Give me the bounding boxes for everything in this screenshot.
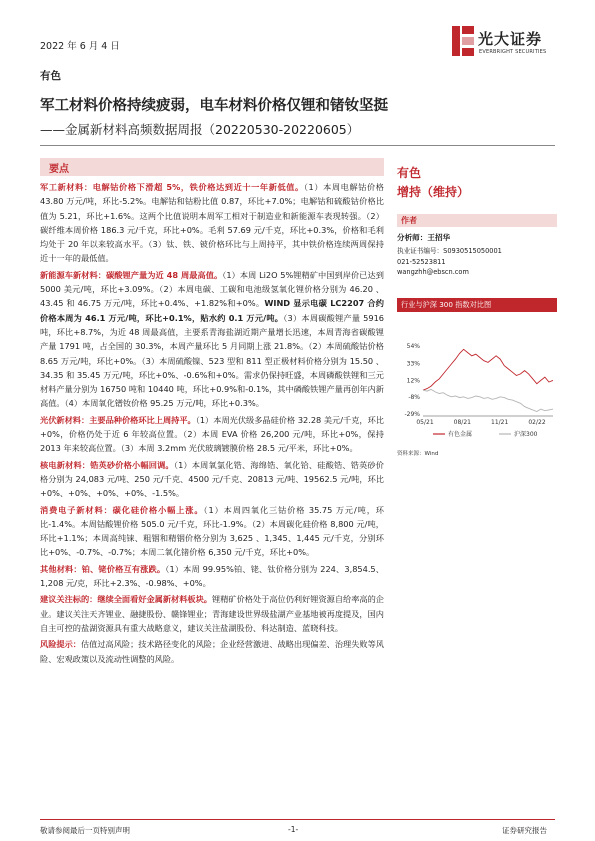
paragraph-text: （1）本周电解钴价格 43.80 万元/吨，环比-5.2%。电解钴和钴粉比值 0.87，环比+7.0%；电解钴和硫酸钴价格比值为 5.21，环比+1.6%。这两个比值说明本周军工相对于制造业和新能源车表现转强。（2）碳纤维本周价格 186.3 元/千克，环比+0%。毛利 57.69 元/千克，环比+0.3%，价格和毛利均处于 20 年以来较高水平。（3）钛、铁、铍价格环比与上周持平，其中铁价格连续两周保持近十一年的最低值。 — [40, 182, 384, 264]
paragraph-text: （1）本周四氧化三钴价格 35.75 万元/吨，环比-1.4%。本周钴酸锂价格 505.0 元/千克，环比-1.9%。（2）本周碳化硅价格 8,800 元/吨，环比+1.1%；本周高纯铼、粗铟和精铟价格分别为 3,625 、1,345、1,445 元/千克，分别环比+0%、-0.7%、-0.7%；本周二氧化锗价格 6,350 元/千克，环比+0%。 — [40, 504, 384, 558]
paragraph-text: （1）本周 Li2O 5%锂精矿中国到岸价已达到 5000 美元/吨，环比+3.09%。（2）本周电碳、工碳和电池级氢氧化锂价格分别为 46.20 、43.45 和 46.75 万元/吨，环比+0.4%、+1.82%和+0%。 — [40, 269, 384, 309]
company-logo — [452, 24, 562, 64]
paragraph-text: 估值过高风险；技术路径变化的风险；企业经营激进、战略出现偏差、治理失败等风险、宏观政策以及流动性调整的风险。 — [40, 639, 384, 664]
footer-divider — [40, 819, 555, 820]
x-tick-label: 11/21 — [491, 419, 509, 426]
report-title: 军工材料价格持续疲弱，电车材料价格仅锂和锗钕坚挺 — [40, 98, 388, 114]
summary-paragraph — [40, 637, 384, 666]
header-divider — [40, 145, 555, 146]
chart-source: 资料来源：Wind — [397, 451, 439, 457]
summary-paragraph — [40, 562, 384, 591]
industry-label: 有色 — [40, 70, 61, 82]
x-tick-label: 02/22 — [528, 419, 546, 426]
paragraph-text: （1）本周氧氯化锆、海绵锆、氧化铪、硅酸锆、锆英砂价格分别为 24,083 元/吨、250 元/千克、4500 元/千克、20813 元/吨、19562.5 元/吨，环比+0%、+0%、+0%、+0%、-1.5%。 — [40, 459, 384, 499]
series-line-0 — [423, 349, 553, 390]
paragraph-lead: 新能源车新材料：碳酸锂产量为近 48 周最高值。 — [40, 269, 223, 280]
summary-paragraph — [40, 592, 384, 635]
paragraph-lead: 建议关注标的：继续全面看好金属新材料板块。 — [40, 594, 212, 605]
paragraph-lead: 光伏新材料：主要品种价格环比上周持平。 — [40, 414, 196, 425]
x-tick-label: 08/21 — [453, 419, 471, 426]
logo-en-text: EVERBRIGHT SECURITIES — [479, 49, 547, 55]
paragraph-text: （1）本周 99.95%铂、铑、钛价格分别为 224、3,854.5、1,208 元/克，环比+2.3%、-0.98%、+0%。 — [40, 563, 384, 589]
paragraph-lead: 消费电子新材料：碳化硅价格小幅上涨。 — [40, 504, 204, 515]
y-tick-label: -8% — [408, 393, 420, 401]
x-tick-label: 05/21 — [416, 419, 434, 426]
paragraph-text: （1）本周光伏级多晶硅价格 32.28 美元/千克，环比+0%，价格仍处于近 6 年较高位置。（2）本周 EVA 价格 26,200 元/吨，环比+0%，保持 2013 年来较高位置。（3）本周 3.2mm 光伏玻璃镀膜价格 28.5 元/平米，环比+0%。 — [40, 414, 384, 454]
paragraph-lead: 其他材料：铂、铑价格互有涨跌。 — [40, 563, 166, 574]
analyst-email[interactable]: wangzhh@ebscn.com — [397, 268, 469, 276]
analyst-info — [397, 246, 502, 278]
summary-paragraph — [40, 180, 384, 266]
summary-paragraph — [40, 458, 384, 501]
author-heading: 作者 — [401, 216, 417, 225]
y-tick-label: 33% — [406, 360, 420, 368]
analyst-license: 执业证书编号：S0930515050001 — [397, 247, 502, 255]
analyst-phone: 021-52523811 — [397, 257, 446, 266]
footer-report-type: 证券研究报告 — [502, 826, 547, 835]
perf-heading: 行业与沪深 300 指数对比图 — [401, 300, 492, 309]
paragraph-lead: 风险提示： — [40, 639, 81, 650]
paragraph-text: 锂精矿价格处于高位仍利好锂资源自给率高的企业。建议关注天齐锂业、融捷股份、赣锋锂业；青海建设世界级盐湖产业基地被再度提及，国内自主可控的盐湖资源具有重大战略意义，建议关注盐湖股份、科达制造、蓝晓科技。 — [40, 594, 384, 633]
everbright-logo-icon — [452, 26, 474, 56]
summary-heading-bar — [40, 158, 384, 176]
summary-paragraph — [40, 268, 384, 411]
paragraph-text: （3）本周碳酸锂产量 5916 吨，环比+8.7%，为近 48 周最高值，主要系青海盐湖近期产量增长迅速，本周青海省碳酸锂产量 1791 吨，占全国的 30.3%，本周产量环比 5 月同期上涨 21.8%。（2）本周硫酸钴价格 8.65 万元/吨，环比+0%。（3）本周硫酸镍、523 型和 811 型正极材料价格分别为 15.50 、34.35 和 35.45 万元/吨，环比+0%、-0.6%和+0%。需求仍保持旺盛，本周磷酸铁锂和三元材料产量分别为 16750 吨和 10440 吨，环比+0.9%和-0.1%，其中磷酸铁锂产量再创年内新高值。（4）本周氧化镨钕价格 95.25 万元/吨，环比+0.3%。 — [40, 312, 384, 409]
y-tick-label: 12% — [406, 377, 420, 385]
legend-label: 沪深300 — [514, 431, 538, 438]
rating-value: 增持（维持） — [397, 185, 470, 199]
rating-industry: 有色 — [397, 166, 422, 180]
paragraph-text: WIND 显示电碳 LC2207 合约价格本周为 46.1 万元/吨，环比+0.1%，贴水约 0.1 万元/吨。 — [40, 298, 384, 323]
report-date: 2022 年 6 月 4 日 — [40, 41, 120, 52]
footer-disclaimer: 敬请参阅最后一页特别声明 — [40, 826, 130, 835]
analyst-name: 分析师：王招华 — [397, 233, 451, 242]
legend-label: 有色金属 — [448, 431, 473, 438]
y-tick-label: -29% — [404, 411, 420, 419]
performance-chart — [397, 330, 557, 448]
summary-heading: 要点 — [49, 164, 69, 175]
summary-paragraph — [40, 503, 384, 560]
series-line-1 — [423, 389, 553, 411]
summary-paragraph — [40, 413, 384, 456]
paragraph-lead: 军工新材料：电解钴价格下滑超 5%，铁价格达到近十一年新低值。 — [40, 182, 304, 192]
y-tick-label: 54% — [406, 343, 420, 351]
author-heading-bar — [397, 214, 557, 227]
paragraph-lead: 核电新材料：锆英砂价格小幅回调。 — [40, 459, 174, 470]
summary-body — [40, 180, 384, 668]
perf-heading-bar — [397, 298, 557, 312]
page-number: -1- — [288, 825, 299, 834]
report-subtitle: ——金属新材料高频数据周报（20220530-20220605） — [40, 122, 360, 137]
logo-cn-text: 光大证券 — [478, 30, 543, 48]
